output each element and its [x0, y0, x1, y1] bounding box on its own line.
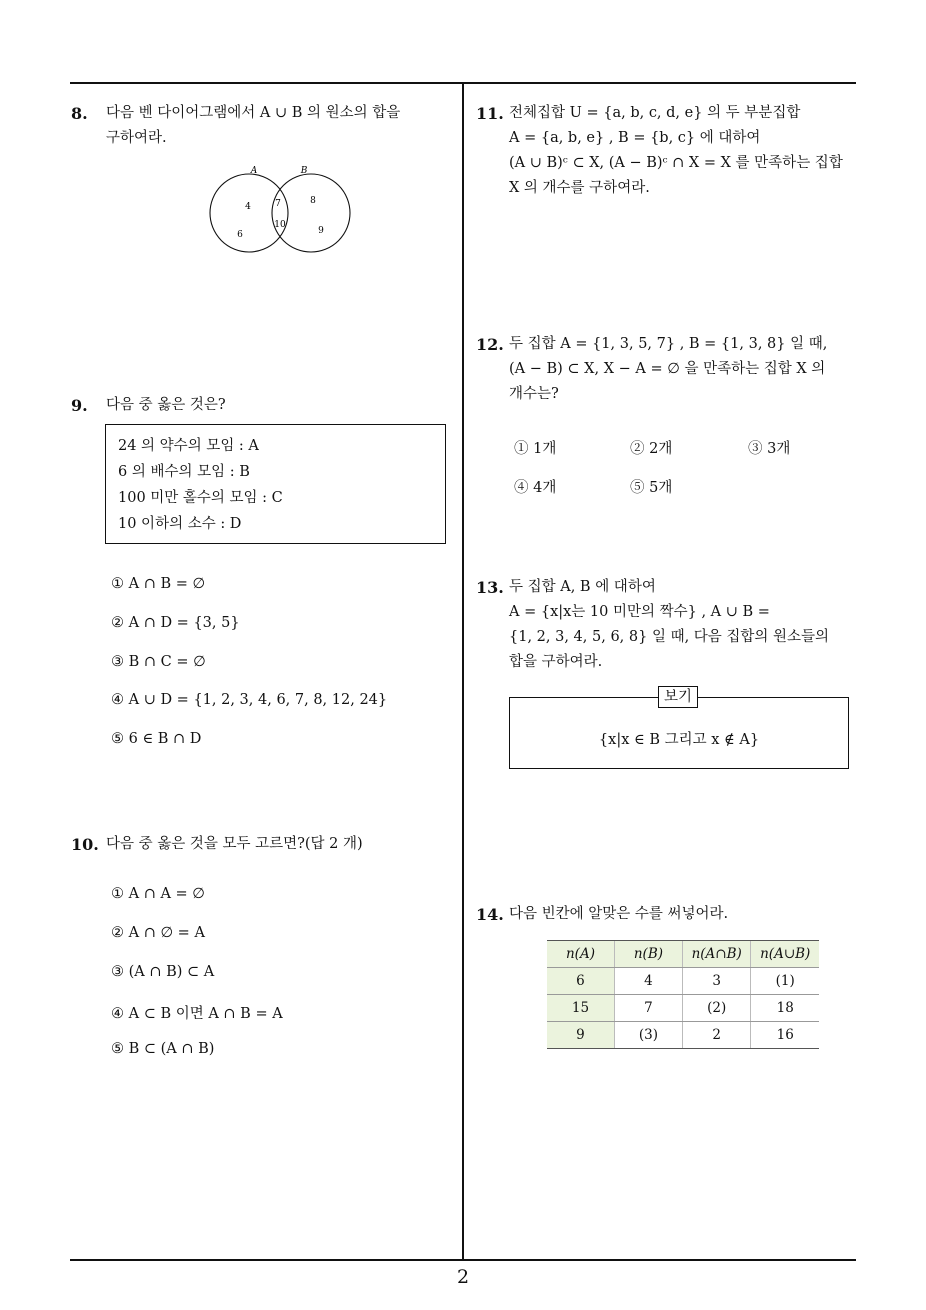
table-header-row: [547, 941, 819, 968]
choice-option[interactable]: ⑤ 6 ∈ B ∩ D: [111, 731, 202, 747]
choice-option[interactable]: ① A ∩ B = ∅: [111, 576, 206, 592]
table-cell: 7: [614, 995, 682, 1022]
box-line: 24 의 약수의 모임 : A: [118, 438, 259, 454]
table-cell: 9: [547, 1022, 614, 1049]
question-line: 전체집합 U = {a, b, c, d, e} 의 두 부분집합: [509, 105, 801, 121]
question-line: 두 집합 A, B 에 대하여: [509, 579, 656, 595]
venn-circle-b: [272, 174, 350, 252]
question-text: [106, 101, 400, 151]
question-text: 다음 빈칸에 알맞은 수를 써넣어라.: [509, 906, 729, 922]
choice-option[interactable]: ② 2개: [630, 441, 673, 457]
table-cell: 3: [682, 968, 751, 995]
choice-option[interactable]: ⑤ 5개: [630, 480, 673, 496]
venn-value: 9: [318, 226, 324, 236]
bogi-title: 보기: [658, 686, 698, 708]
question-text: 다음 중 옳은 것은?: [106, 397, 226, 413]
question-line: A = {x|x는 10 미만의 짝수} , A ∪ B =: [509, 604, 770, 620]
question-line: (A ∪ B)ᶜ ⊂ X, (A − B)ᶜ ∩ X = X 를 만족하는 집합: [509, 155, 843, 171]
choice-option[interactable]: ④ 4개: [514, 480, 557, 496]
bogi-content: {x|x ∈ B 그리고 x ∉ A}: [598, 732, 760, 748]
table-header: n(A∪B): [751, 941, 819, 968]
question-text: 다음 중 옳은 것을 모두 고르면?(답 2 개): [106, 836, 363, 852]
question-line: 합을 구하여라.: [509, 654, 603, 670]
choice-option[interactable]: ② A ∩ D = {3, 5}: [111, 615, 240, 631]
venn-value: 8: [310, 196, 316, 206]
venn-label-b: B: [300, 166, 308, 176]
question-line: 다음 벤 다이어그램에서 A ∪ B 의 원소의 합을: [106, 105, 401, 121]
question-number: 11.: [476, 104, 504, 123]
table-cell: (3): [614, 1022, 682, 1049]
question-number: 12.: [476, 335, 504, 354]
question-line: 개수는?: [509, 386, 559, 402]
box-line: 6 의 배수의 모임 : B: [118, 464, 250, 480]
page-number: 2: [456, 1266, 470, 1288]
venn-circle-a: [210, 174, 288, 252]
question-number: 8.: [71, 104, 88, 123]
choice-option[interactable]: ① 1개: [514, 441, 557, 457]
table-row: [547, 1022, 819, 1049]
question-line: A = {a, b, e} , B = {b, c} 에 대하여: [509, 130, 761, 146]
question-text: [509, 332, 827, 407]
question-line: (A − B) ⊂ X, X − A = ∅ 을 만족하는 집합 X 의: [509, 361, 826, 377]
table-cell: (1): [751, 968, 819, 995]
table-row: [547, 968, 819, 995]
condition-box: [105, 424, 446, 544]
question-text: [509, 575, 829, 675]
table-row: [547, 995, 819, 1022]
column-divider: [462, 83, 464, 1260]
venn-label-a: A: [250, 166, 258, 176]
venn-value: 10: [274, 220, 286, 230]
question-line: 두 집합 A = {1, 3, 5, 7} , B = {1, 3, 8} 일 때,: [509, 336, 828, 352]
venn-value: 4: [245, 202, 251, 212]
table-cell: 16: [751, 1022, 819, 1049]
question-text: [509, 101, 843, 201]
table-header: n(A): [547, 941, 614, 968]
choice-option[interactable]: ③ (A ∩ B) ⊂ A: [111, 964, 215, 980]
question-number: 9.: [71, 396, 88, 415]
venn-value: 7: [275, 199, 281, 209]
table-cell: 15: [547, 995, 614, 1022]
table-header: n(A∩B): [682, 941, 751, 968]
choice-option[interactable]: ⑤ B ⊂ (A ∩ B): [111, 1041, 215, 1057]
choice-option[interactable]: ④ A ∪ D = {1, 2, 3, 4, 6, 7, 8, 12, 24}: [111, 692, 388, 708]
question-line: {1, 2, 3, 4, 5, 6, 8} 일 때, 다음 집합의 원소들의: [509, 629, 830, 645]
question-line: X 의 개수를 구하여라.: [509, 180, 650, 196]
venn-diagram: [205, 162, 355, 262]
table-cell: 4: [614, 968, 682, 995]
box-line: 10 이하의 소수 : D: [118, 516, 242, 532]
choice-option[interactable]: ② A ∩ ∅ = A: [111, 925, 205, 941]
choice-option[interactable]: ④ A ⊂ B 이면 A ∩ B = A: [111, 1006, 283, 1022]
table-cell: 2: [682, 1022, 751, 1049]
bottom-rule: [70, 1259, 856, 1261]
question-number: 10.: [71, 835, 99, 854]
choice-option[interactable]: ③ B ∩ C = ∅: [111, 654, 206, 670]
question-number: 13.: [476, 578, 504, 597]
table-cell: 6: [547, 968, 614, 995]
choice-option[interactable]: ③ 3개: [748, 441, 791, 457]
set-count-table: [547, 940, 819, 1049]
table-cell: 18: [751, 995, 819, 1022]
question-number: 14.: [476, 905, 504, 924]
table-header: n(B): [614, 941, 682, 968]
choice-option[interactable]: ① A ∩ A = ∅: [111, 886, 205, 902]
box-line: 100 미만 홀수의 모임 : C: [118, 490, 283, 506]
table-cell: (2): [682, 995, 751, 1022]
question-line: 구하여라.: [106, 130, 167, 146]
venn-value: 6: [237, 230, 243, 240]
